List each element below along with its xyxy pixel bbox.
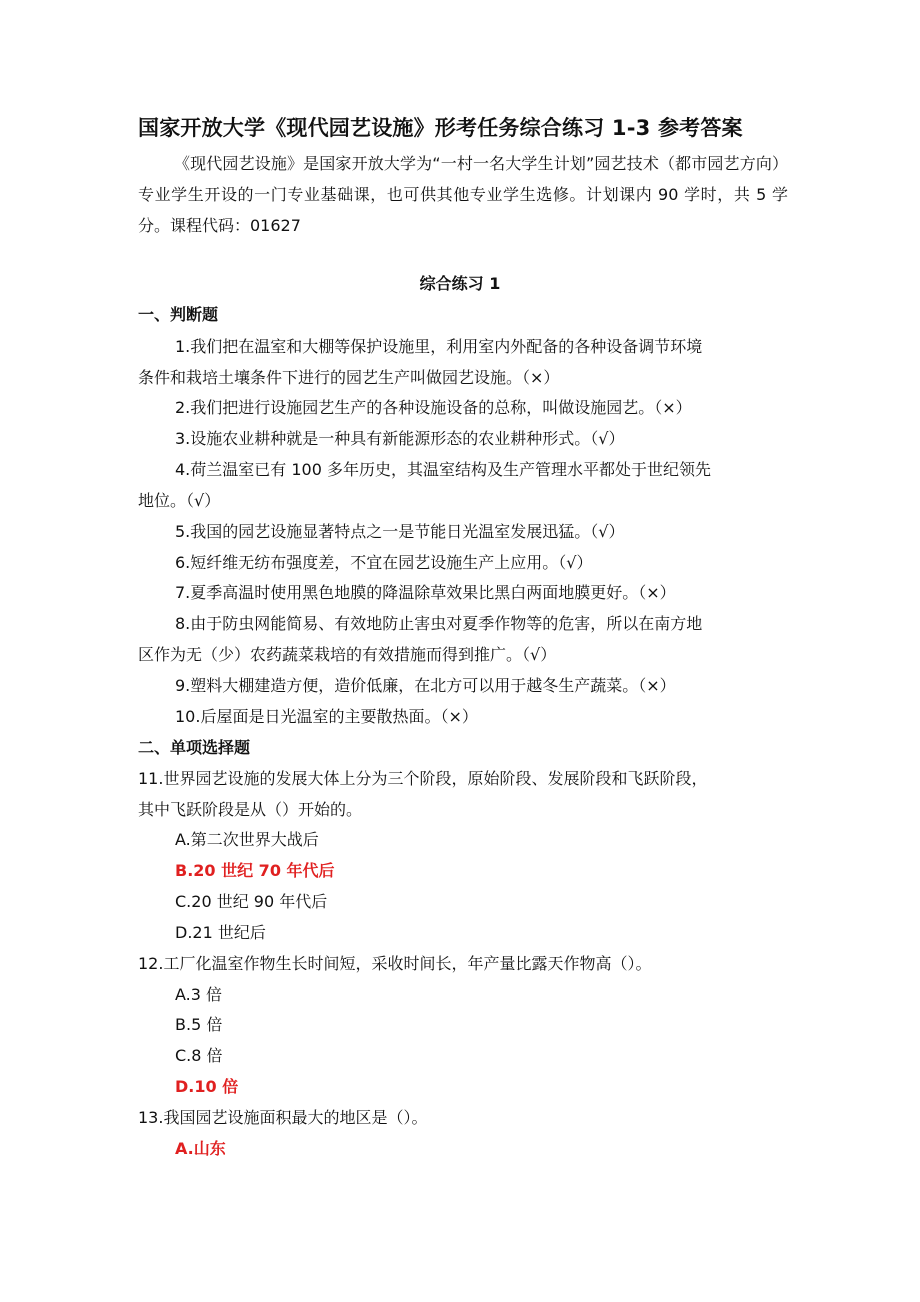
q12-option-b: B.5 倍 — [175, 1015, 223, 1034]
q11-option-c: C.20 世纪 90 年代后 — [175, 892, 328, 911]
q12-option-c: C.8 倍 — [175, 1046, 223, 1065]
q3-line: 3.设施农业耕种就是一种具有新能源形态的农业耕种形式。（√） — [175, 429, 625, 448]
q11-option-a: A.第二次世界大战后 — [175, 830, 319, 849]
q13-line1: 13.我国园艺设施面积最大的地区是（）。 — [138, 1108, 428, 1127]
intro-paragraph — [138, 148, 788, 241]
q4-line1: 4.荷兰温室已有 100 多年历史，其温室结构及生产管理水平都处于世纪领先 — [175, 460, 711, 479]
exercise-title: 综合练习 1 — [419, 274, 501, 293]
q8-line2: 区作为无（少）农药蔬菜栽培的有效措施而得到推广。（√） — [138, 645, 557, 664]
q11-line1: 11.世界园艺设施的发展大体上分为三个阶段，原始阶段、发展阶段和飞跃阶段， — [138, 769, 708, 788]
q1-line2: 条件和栽培土壤条件下进行的园艺生产叫做园艺设施。（×） — [138, 368, 560, 387]
q12-option-d-answer: D.10 倍 — [175, 1077, 239, 1096]
q6-line: 6.短纤维无纺布强度差，不宜在园艺设施生产上应用。（√） — [175, 553, 593, 572]
q12-line1: 12.工厂化温室作物生长时间短，采收时间长，年产量比露天作物高（）。 — [138, 954, 652, 973]
section1-heading: 一、判断题 — [138, 305, 219, 324]
q13-option-a-answer: A.山东 — [175, 1139, 226, 1158]
q1-line1: 1.我们把在温室和大棚等保护设施里，利用室内外配备的各种设备调节环境 — [175, 337, 703, 356]
q9-line: 9.塑料大棚建造方便，造价低廉，在北方可以用于越冬生产蔬菜。（×） — [175, 676, 676, 695]
q12-option-a: A.3 倍 — [175, 985, 223, 1004]
section2-heading: 二、单项选择题 — [138, 738, 251, 757]
q10-line: 10.后屋面是日光温室的主要散热面。（×） — [175, 707, 478, 726]
q5-line: 5.我国的园艺设施显著特点之一是节能日光温室发展迅猛。（√） — [175, 522, 625, 541]
q7-line: 7.夏季高温时使用黑色地膜的降温除草效果比黑白两面地膜更好。（×） — [175, 583, 676, 602]
q11-line2: 其中飞跃阶段是从（）开始的。 — [138, 800, 363, 819]
q4-line2: 地位。（√） — [138, 491, 221, 510]
document-title: 国家开放大学《现代园艺设施》形考任务综合练习 1-3 参考答案 — [138, 116, 743, 140]
q11-option-d: D.21 世纪后 — [175, 923, 266, 942]
q2-line: 2.我们把进行设施园艺生产的各种设施设备的总称，叫做设施园艺。（×） — [175, 398, 692, 417]
q11-option-b-answer: B.20 世纪 70 年代后 — [175, 861, 335, 880]
intro-text: 《现代园艺设施》是国家开放大学为“一村一名大学生计划”园艺技术（都市园艺方向）专业学生开设的一门专业基础课，也可供其他专业学生选修。计划课内 90 学时，共 5 学分。课程代码：01627 — [138, 154, 788, 235]
q8-line1: 8.由于防虫网能简易、有效地防止害虫对夏季作物等的危害，所以在南方地 — [175, 614, 703, 633]
